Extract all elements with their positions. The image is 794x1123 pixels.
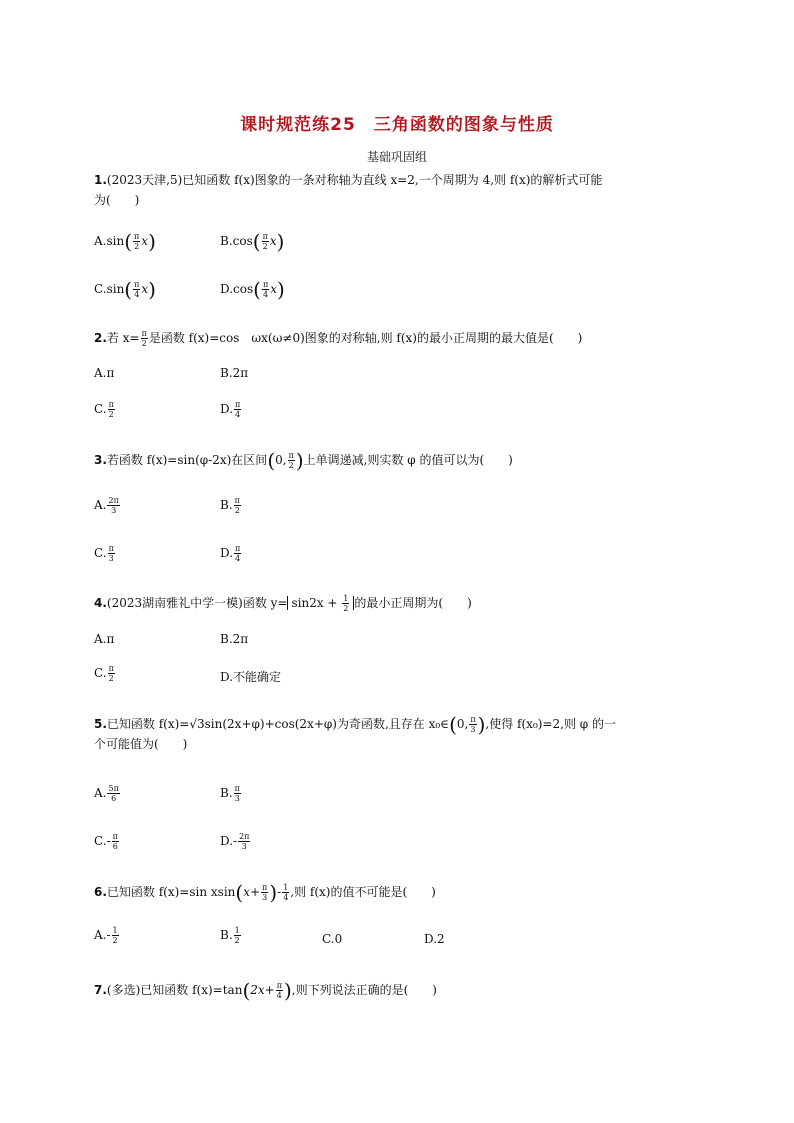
option-a[interactable]: A.π <box>94 632 115 646</box>
question-number: 2. <box>94 331 107 345</box>
option-a[interactable]: A. $\frac{5\pi}{6}$ <box>94 784 119 803</box>
option-c[interactable]: C.0 <box>322 932 343 946</box>
option-c[interactable]: C. $\frac{\pi}{2}$ <box>94 664 114 683</box>
option-a[interactable]: A.sin( $\frac{\pi}{2}$ x) <box>94 229 156 254</box>
fraction: $\frac{\pi}{3}$ <box>470 715 476 734</box>
question-6: 6.已知函数 f(x)=sin xsin(x+ $\frac{\pi}{3}$ )- $\frac{1}{4}$ ,则 f(x)的值不可能是( ) <box>94 880 436 905</box>
question-1 <box>94 170 700 210</box>
fraction: $\frac{1}{2}$ <box>343 594 349 613</box>
fraction: $\frac{\pi}{3}$ <box>262 883 268 902</box>
option-c[interactable]: C. $\frac{\pi}{2}$ <box>94 400 114 419</box>
fraction: $\frac{\pi}{4}$ <box>235 544 241 563</box>
option-d[interactable]: D.不能确定 <box>220 670 282 684</box>
option-d[interactable]: D.2 <box>424 932 445 946</box>
fraction: $\frac{\pi}{6}$ <box>112 832 118 851</box>
question-stem: (2023天津,5)已知函数 f(x)图象的一条对称轴为直线 x=2,一个周期为 4,则 f(x)的解析式可能 <box>106 173 603 187</box>
fraction: $\frac{\pi}{4}$ <box>134 280 140 299</box>
fraction: $\frac{\pi}{4}$ <box>276 981 282 1000</box>
option-b[interactable]: B. $\frac{\pi}{2}$ <box>220 496 240 515</box>
question-4: 4.(2023湖南雅礼中学一模)函数 y= sin2x + $\frac{1}{2}$ 的最小正周期为( ) <box>94 594 472 613</box>
option-b[interactable]: B. $\frac{\pi}{3}$ <box>220 784 240 803</box>
question-number: 5. <box>94 717 107 731</box>
option-a[interactable]: A.π <box>94 366 115 380</box>
fraction: $\frac{\pi}{2}$ <box>234 496 240 515</box>
fraction: $\frac{\pi}{2}$ <box>141 329 147 348</box>
option-d[interactable]: D.- $\frac{2\pi}{3}$ <box>220 832 250 851</box>
option-c[interactable]: C. $\frac{\pi}{3}$ <box>94 544 114 563</box>
fraction: $\frac{\pi}{3}$ <box>108 544 114 563</box>
question-7: 7.(多选)已知函数 f(x)=tan(2x+ $\frac{\pi}{4}$ ),则下列说法正确的是( ) <box>94 978 437 1003</box>
fraction: $\frac{\pi}{4}$ <box>235 400 241 419</box>
fraction: $\frac{\pi}{4}$ <box>262 280 269 299</box>
absolute-value: sin2x + $\frac{1}{2}$ <box>287 596 354 610</box>
option-d[interactable]: D.cos( $\frac{\pi}{4}$ x) <box>220 277 285 302</box>
option-b[interactable]: B.2π <box>220 366 249 380</box>
question-number: 4. <box>94 596 107 610</box>
option-d[interactable]: D. $\frac{\pi}{4}$ <box>220 400 241 419</box>
question-number: 1. <box>94 173 107 187</box>
fraction: $\frac{2\pi}{3}$ <box>239 832 250 851</box>
question-stem-cont: 为( ) <box>94 193 140 207</box>
fraction: $\frac{1}{2}$ <box>234 926 240 945</box>
fraction: $\frac{1}{2}$ <box>112 926 118 945</box>
fraction: $\frac{\pi}{3}$ <box>234 784 240 803</box>
option-b[interactable]: B.cos( $\frac{\pi}{2}$ x) <box>220 229 285 254</box>
question-2: 2.若 x= $\frac{\pi}{2}$ 是函数 f(x)=cos ωx(ω≠0)图象的对称轴,则 f(x)的最小正周期的最大值是( ) <box>94 329 583 348</box>
section-heading: 基础巩固组 <box>366 150 427 164</box>
option-b[interactable]: B.2π <box>220 632 249 646</box>
fraction: $\frac{\pi}{2}$ <box>288 451 294 470</box>
question-number: 6. <box>94 885 107 899</box>
option-a[interactable]: A. $\frac{2\pi}{3}$ <box>94 496 119 515</box>
option-d[interactable]: D. $\frac{\pi}{4}$ <box>220 544 241 563</box>
fraction: $\frac{\pi}{2}$ <box>108 664 114 683</box>
option-c[interactable]: C.- $\frac{\pi}{6}$ <box>94 832 118 851</box>
fraction: $\frac{\pi}{2}$ <box>108 400 114 419</box>
question-number: 3. <box>94 453 107 467</box>
question-3: 3.若函数 f(x)=sin(φ-2x)在区间(0, $\frac{\pi}{2}$ )上单调递减,则实数 φ 的值可以为( ) <box>94 448 513 473</box>
question-number: 7. <box>94 983 107 997</box>
fraction: $\frac{5\pi}{6}$ <box>108 784 119 803</box>
fraction: $\frac{1}{4}$ <box>283 883 289 902</box>
option-a[interactable]: A.- $\frac{1}{2}$ <box>94 926 118 945</box>
page-title: 课时规范练25 三角函数的图象与性质 <box>240 115 554 135</box>
question-5: 5.已知函数 f(x)=√3sin(2x+φ)+cos(2x+φ)为奇函数,且存在 x₀∈(0, $\frac{\pi}{3}$ ),使得 f(x₀)=2,则 φ 的一 个可能值为( ) <box>94 712 616 751</box>
option-c[interactable]: C.sin( $\frac{\pi}{4}$ x) <box>94 277 156 302</box>
fraction: $\frac{2\pi}{3}$ <box>108 496 119 515</box>
option-b[interactable]: B. $\frac{1}{2}$ <box>220 926 240 945</box>
fraction: $\frac{\pi}{2}$ <box>134 232 140 251</box>
fraction: $\frac{\pi}{2}$ <box>262 232 268 251</box>
